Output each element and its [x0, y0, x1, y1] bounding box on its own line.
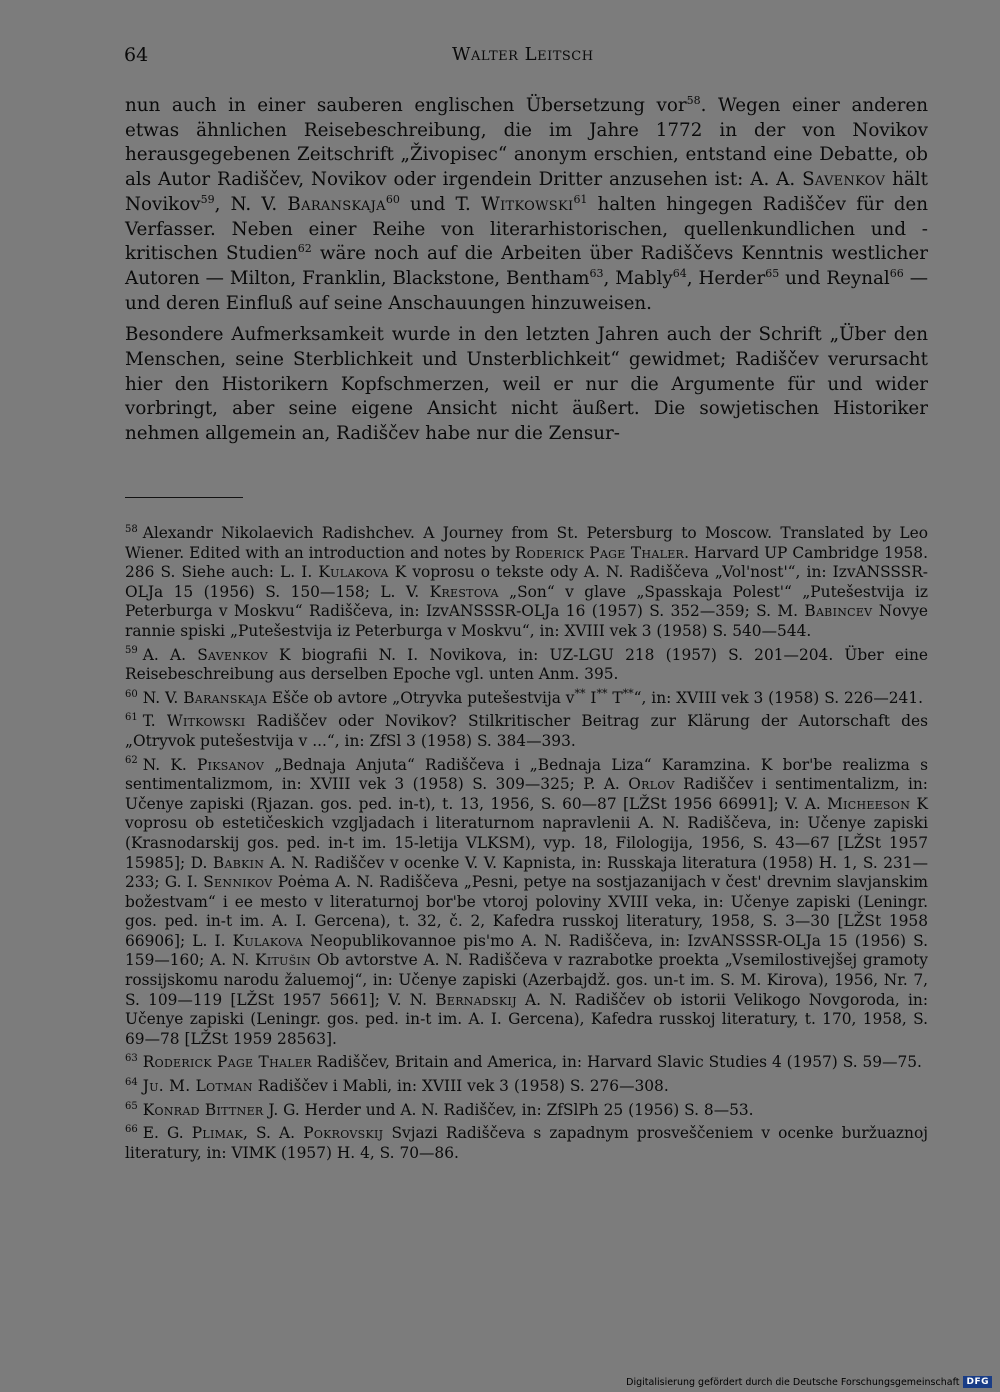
text-run: . Harvard UP Cambridge 1958. 286 S. Siehe auch: L. I. [125, 543, 928, 582]
text-run: Ešče ob avtore „Otryvka putešestvija v [266, 688, 575, 707]
footnote-ref: 62 [297, 242, 312, 256]
asterisk-mark: ** [596, 686, 608, 700]
author-name: Konrad Bittner [142, 1100, 264, 1119]
author-name: Roderick Page Thaler [142, 1053, 312, 1072]
footnote-number: 58 [125, 523, 138, 535]
text-run: T [607, 688, 623, 707]
text-run: Radiščev, Britain and America, in: Harvard Slavic Studies 4 (1957) S. 59—75. [311, 1053, 922, 1072]
text-run: Svjazi Radiščeva s zapadnym prosveščeniem v ocenke buržuaznoj literatury, in: VIMK (1957) H. 4, S. 70—86. [125, 1124, 928, 1162]
footnote-number: 59 [125, 645, 138, 657]
author-name: Witkowski [166, 712, 246, 731]
footnote-number: 60 [125, 688, 138, 700]
text-run: hält Novikov [125, 169, 929, 215]
text-run: Radiščev oder Novikov? Stilkritischer Beitrag zur Klärung der Autorschaft des „Otryvok putešestvija v ...“, in: ZfSl 3 (1958) S. 384—393. [125, 712, 928, 750]
text-run: wäre noch auf die Arbeiten über Radiščevs Kenntnis westlicher Autoren — Milton, Franklin, Blackstone, Bentham [125, 243, 928, 289]
body-text [125, 94, 928, 447]
dfg-logo: DFG [963, 1376, 992, 1388]
digitization-credit [626, 1376, 992, 1388]
text-run: “, in: XVIII vek 3 (1958) S. 226—241. [633, 688, 924, 707]
author-name: Baranskaja [183, 688, 267, 707]
footnote-ref: 59 [200, 192, 215, 206]
footnote-64 [125, 1077, 928, 1097]
text-run: Novye rannie spiski „Putešestvija iz Peterburga v Moskvu“, in: XVIII vek 3 (1958) S. 540—544. [125, 602, 929, 640]
author-name: Kulakova [318, 563, 389, 582]
text-run: Alexandr Nikolaevich Radishchev. A Journey from St. Petersburg to Moscow. Translated by Leo Wiener. Edited with an introduction and notes by [125, 524, 928, 562]
footnote-ref: 60 [385, 192, 400, 206]
text-run: „Bednaja Anjuta“ Radiščeva i „Bednaja Liza“ Karamzina. K bor'be realizma s sentimentalizmom, in: XVIII vek 3 (1958) S. 309—325; P. A. [125, 755, 928, 794]
text-run: T. [142, 712, 167, 731]
text-run: Ob avtorstve A. N. Radiščeva v razrabotke proekta „Vsemilostivejšej gramoty rossijskomu narodu žaluemoj“, in: Učenye zapiski (Azerbajdž. gos. un-t im. S. M. Kirova), 1956, Nr. 7, S. 109—119 [LŽSt 1957 5661]; V. N. [125, 951, 928, 1009]
author-name: Kitušin [255, 951, 312, 970]
footnote-ref: 66 [889, 266, 904, 280]
author-name: Bernadskij [435, 990, 517, 1009]
author-name: Orlov [628, 775, 675, 794]
asterisk-mark: ** [574, 686, 586, 700]
page-number: 64 [124, 44, 149, 66]
footnote-ref: 61 [573, 192, 588, 206]
author-name: Savenkov [802, 169, 886, 191]
footnote-63 [125, 1053, 928, 1073]
text-run: . Wegen einer anderen etwas ähnlichen Reisebeschreibung, die im Jahre 1772 in der von Novikov herausgegebenen Zeitschrift „Živopisec“ anonym erschien, entstand eine Debatte, ob als Autor Radiščev, Novikov oder irgendein Dritter anzusehen ist: A. A. [125, 95, 928, 191]
paragraph-1 [125, 94, 928, 316]
text-run: und T. [399, 193, 481, 215]
text-run: Poėma A. N. Radiščeva „Pesni, petye na sostjazanijach v čest' drevnim slavjanskim božestvam“ i ee mesto v literaturnoj bor'be vtoroj poloviny XVIII veka, in: Učenye zapiski (Leningr. gos. ped. in-t im. A. I. Gercena), t. 32, č. 2, Kafedra russkoj literatury, 1958, S. 3—30 [LŽSt 1958 66906]; L. I. [125, 873, 928, 950]
text-run: , S. A. [243, 1124, 304, 1143]
text-run: nun auch in einer sauberen englischen Übersetzung vor [125, 95, 687, 116]
author-name: Krestova [429, 582, 499, 601]
text-run: N. V. [142, 688, 184, 707]
footnote-ref: 58 [686, 93, 701, 107]
author-name: Sennikov [203, 873, 273, 892]
footnote-separator [125, 497, 243, 498]
text-run: A. N. Radiščev v ocenke V. V. Kapnista, in: Russkaja literatura (1958) H. 1, S. 231—233; G. I. [125, 853, 928, 892]
author-name: Ju. M. Lotman [142, 1077, 253, 1096]
text-run: Radiščev i sentimentalizm, in: Učenye zapiski (Rjazan. gos. ped. in-t), t. 13, 1956, S. 60—87 [LŽSt 1956 66991]; V. A. [125, 775, 928, 813]
footnote-59 [125, 646, 928, 685]
text-run: — und deren Einfluß auf seine Anschauungen hinzuweisen. [125, 267, 928, 314]
footnote-number: 66 [125, 1124, 138, 1136]
paragraph-2: Besondere Aufmerksamkeit wurde in den letzten Jahren auch der Schrift „Über den Menschen, seine Sterblichkeit und Unsterblichkeit“ gewidmet; Radiščev verursacht hier den Historikern Kopfschmerzen, weil er nur die Argumente für und wider vorbringt, aber seine eigene Ansicht nicht äußert. Die sowjetischen Historiker nehmen allgemein an, Radiščev habe nur die Zensur- [125, 324, 928, 445]
author-name: Kulakova [232, 931, 303, 950]
text-run: „Son“ v glave „Spasskaja Polest'“ „Putešestvija iz Peterburga v Moskvu“ Radiščeva, in: IzvANSSSR-OLJa 16 (1957) S. 352—359; S. M. [125, 582, 928, 621]
text-run: , N. V. [214, 193, 288, 215]
author-name: Witkowski [481, 193, 574, 215]
text-run: , Mably [603, 267, 673, 289]
author-name: Pokrovskij [303, 1124, 384, 1143]
author-name: Baranskaja [287, 193, 386, 215]
author-name: Piksanov [196, 755, 265, 774]
author-name: Plimak [191, 1124, 243, 1143]
footnote-number: 65 [125, 1100, 138, 1112]
footnote-58 [125, 524, 928, 642]
author-name: Roderick Page Thaler [514, 543, 685, 562]
footnote-60 [125, 686, 928, 709]
text-run: halten hingegen Radiščev für den Verfasser. Neben einer Reihe von literarhistorischen, quellenkundlichen und -kritischen Studien [125, 193, 929, 265]
credit-text: Digitalisierung gefördert durch die Deutsche Forschungsgemeinschaft [626, 1376, 960, 1388]
text-run: A. A. [142, 645, 198, 664]
text-run: und Reynal [779, 267, 890, 289]
author-name: Savenkov [197, 645, 268, 664]
text-run: K voprosu ob estetičeskich vzgljadach i literaturnom napravlenii A. N. Radiščeva, in: Učenye zapiski (Krasnodarskij gos. ped. in-t im. 15-letija VLKSM), vyp. 18, Filologija, 1956, S. 43—67 [LŽSt 1957 15985]; D. [125, 794, 928, 872]
running-head: Walter Leitsch [452, 44, 594, 65]
text-run: E. G. [142, 1124, 192, 1143]
author-name: Babincev [804, 602, 873, 621]
text-run: I [585, 688, 597, 707]
footnote-number: 63 [125, 1053, 138, 1065]
text-run: K voprosu o tekste ody A. N. Radiščeva „Vol'nost'“, in: IzvANSSSR-OLJa 15 (1956) S. 150—158; L. V. [125, 563, 928, 601]
author-name: Babkin [212, 853, 265, 872]
footnote-ref: 64 [672, 266, 687, 280]
footnote-number: 62 [125, 755, 138, 767]
footnote-ref: 63 [589, 266, 604, 280]
text-run: J. G. Herder und A. N. Radiščev, in: ZfSlPh 25 (1956) S. 8—53. [263, 1100, 754, 1119]
author-name: Micheeson [827, 794, 911, 813]
footnote-number: 64 [125, 1076, 138, 1088]
footnote-61 [125, 712, 928, 751]
footnote-62 [125, 756, 928, 1050]
text-run: K biografii N. I. Novikova, in: UZ-LGU 218 (1957) S. 201—204. Über eine Reisebeschreibung aus derselben Epoche vgl. unten Anm. 395. [125, 645, 928, 684]
text-run: Radiščev i Mabli, in: XVIII vek 3 (1958) S. 276—308. [252, 1077, 669, 1096]
asterisk-mark: ** [622, 686, 634, 700]
text-run: Neopublikovannoe pis'mo A. N. Radiščeva, in: IzvANSSSR-OLJa 15 (1956) S. 159—160; A. N. [125, 931, 928, 970]
footnote-ref: 65 [765, 266, 780, 280]
footnotes [125, 524, 928, 1167]
text-run: , Herder [686, 267, 766, 289]
footnote-65 [125, 1101, 928, 1121]
footnote-66 [125, 1124, 928, 1163]
text-run: N. K. [142, 755, 197, 774]
text-run: A. N. Radiščev ob istorii Velikogo Novgoroda, in: Učenye zapiski (Leningr. gos. ped. in-t im. A. I. Gercena), Kafedra russkoj literatury, t. 170, 1958, S. 69—78 [LŽSt 1959 28563]. [125, 990, 929, 1048]
footnote-number: 61 [125, 712, 138, 724]
